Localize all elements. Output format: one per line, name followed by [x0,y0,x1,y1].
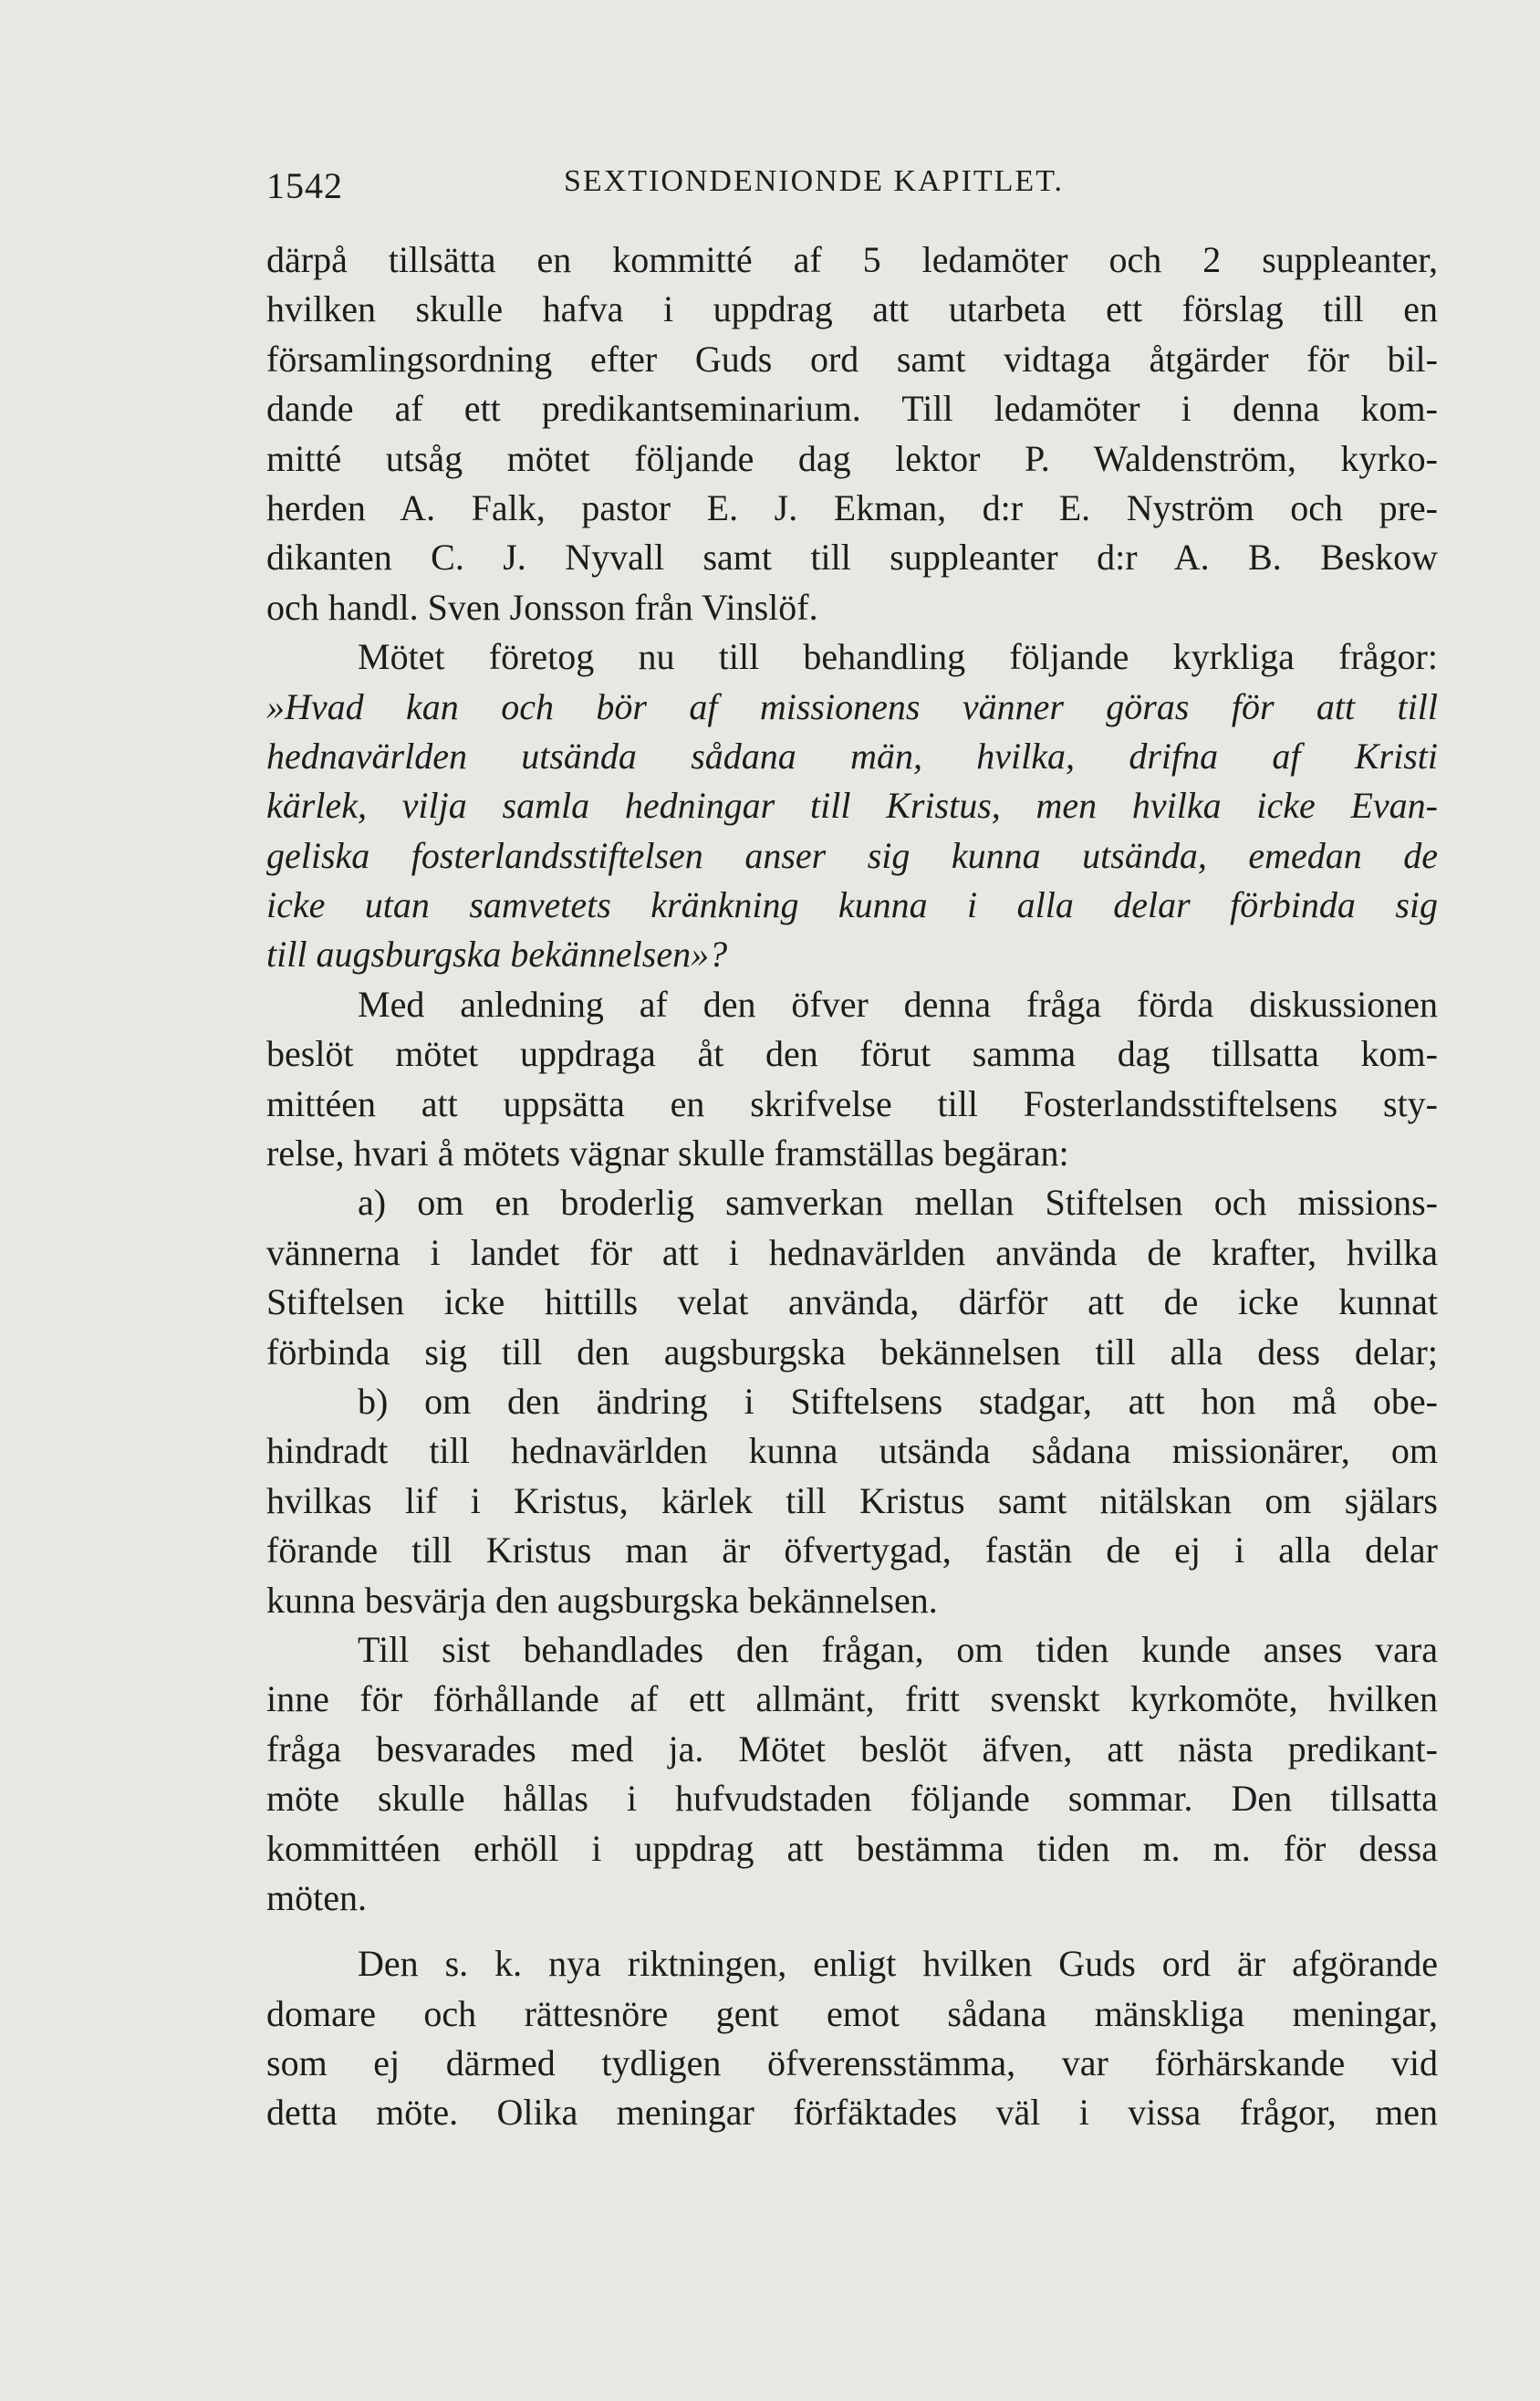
text-line: församlingsordning efter Guds ord samt vidtaga åtgärder för bil- [266,338,1438,380]
text-line: relse, hvari å mötets vägnar skulle framställas begäran: [266,1133,1069,1174]
text-line: mitté utsåg mötet följande dag lektor P. Waldenström, kyrko- [266,437,1438,479]
running-head: SEXTIONDENIONDE KAPITLET. [564,164,1064,198]
text-line: hvilken skulle hafva i uppdrag att utarbeta ett förslag till en [266,288,1438,330]
text-line: detta möte. Olika meningar förfäktades väl i vissa frågor, men [266,2092,1438,2134]
text-line: vännerna i landet för att i hednavärlden använda de krafter, hvilka [266,1231,1438,1273]
text-line: till augsburgska bekännelsen»? [266,934,728,976]
text-line: förande till Kristus man är öfvertygad, fastän de ej i alla delar [266,1529,1438,1571]
text-line: mittéen att uppsätta en skrifvelse till Fosterlandsstiftelsens sty- [266,1082,1438,1124]
text-line: hindradt till hednavärlden kunna utsända sådana missionärer, om [266,1430,1438,1472]
text-line: kärlek, vilja samla hedningar till Kristus, men hvilka icke Evan- [266,785,1438,827]
text-line: herden A. Falk, pastor E. J. Ekman, d:r E. Nyström och pre- [266,486,1438,528]
text-line: Stiftelsen icke hittills velat använda, därför att de icke kunnat [266,1281,1438,1323]
text-line: b) om den ändring i Stiftelsens stadgar, att hon må obe- [358,1380,1438,1422]
text-line: Med anledning af den öfver denna fråga förda diskussionen [358,983,1438,1025]
text-line: »Hvad kan och bör af missionens vänner göras för att till [266,685,1438,727]
text-line: och handl. Sven Jonsson från Vinslöf. [266,586,818,628]
text-line: Till sist behandlades den frågan, om tiden kunde anses vara [358,1628,1438,1670]
text-line: a) om en broderlig samverkan mellan Stiftelsen och missions- [358,1182,1438,1224]
text-line: fråga besvarades med ja. Mötet beslöt äfven, att nästa predikant- [266,1728,1438,1769]
page-number: 1542 [266,165,343,206]
text-line: domare och rättesnöre gent emot sådana mänskliga meningar, [266,1992,1438,2034]
text-line: geliska fosterlandsstiftelsen anser sig kunna utsända, emedan de [266,834,1438,876]
text-line: Mötet företog nu till behandling följande kyrkliga frågor: [358,636,1438,678]
text-line: dande af ett predikantseminarium. Till ledamöter i denna kom- [266,388,1438,430]
text-line: dikanten C. J. Nyvall samt till suppleanter d:r A. B. Beskow [266,537,1438,579]
text-line: därpå tillsätta en kommitté af 5 ledamöter och 2 suppleanter, [266,239,1438,280]
text-line: icke utan samvetets kränkning kunna i alla delar förbinda sig [266,884,1438,926]
body-text [266,235,1438,2138]
text-line: kommittéen erhöll i uppdrag att bestämma tiden m. m. för dessa [266,1827,1438,1869]
text-line: inne för förhållande af ett allmänt, fritt svenskt kyrkomöte, hvilken [266,1678,1438,1720]
text-line: möten. [266,1876,367,1918]
text-line: möte skulle hållas i hufvudstaden följande sommar. Den tillsatta [266,1778,1438,1820]
text-line: kunna besvärja den augsburgska bekännelsen. [266,1579,938,1621]
text-line: hednavärlden utsända sådana män, hvilka, drifna af Kristi [266,735,1438,777]
text-line: beslöt mötet uppdraga åt den förut samma dag tillsatta kom- [266,1033,1438,1075]
text-line: hvilkas lif i Kristus, kärlek till Kristus samt nitälskan om själars [266,1479,1438,1521]
paragraph-gap [266,1923,1438,1939]
text-line: Den s. k. nya riktningen, enligt hvilken Guds ord är afgörande [358,1943,1438,1985]
page-header [266,164,1438,219]
text-line: som ej därmed tydligen öfverensstämma, var förhärskande vid [266,2042,1438,2084]
text-line: förbinda sig till den augsburgska bekännelsen till alla dess delar; [266,1331,1438,1373]
